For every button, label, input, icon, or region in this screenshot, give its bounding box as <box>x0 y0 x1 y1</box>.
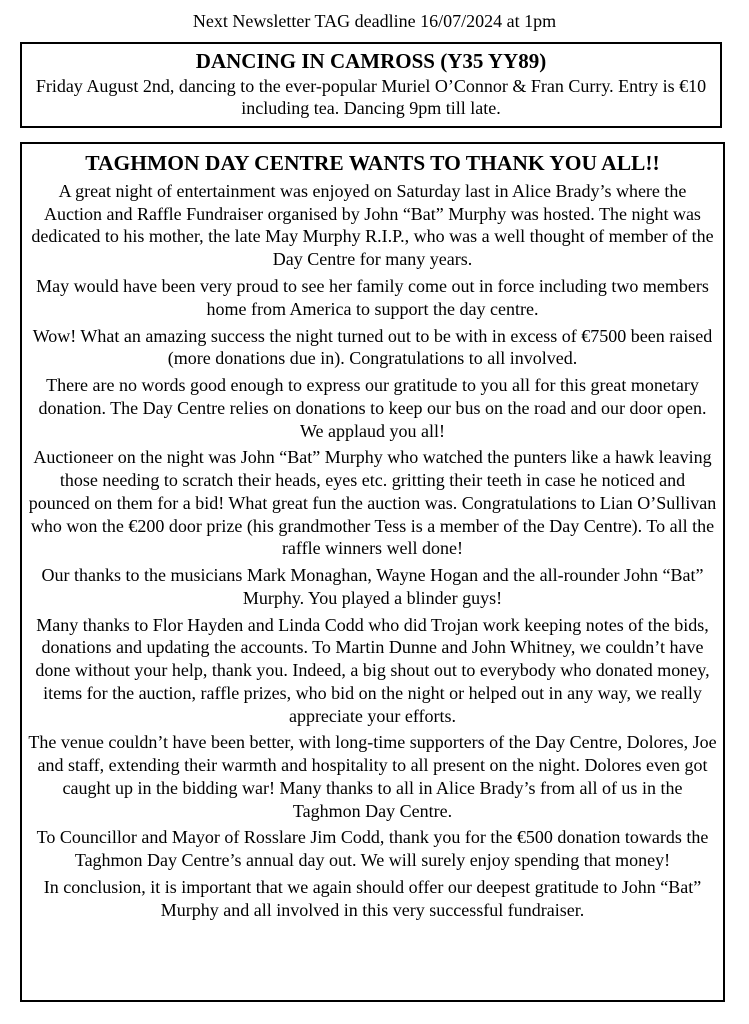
dancing-notice-title: DANCING IN CAMROSS (Y35 YY89) <box>195 49 547 73</box>
thank-you-paragraph: May would have been very proud to see her family come out in force including two members home from America to support the day centre. <box>36 276 709 319</box>
thank-you-paragraph: Auctioneer on the night was John “Bat” Murphy who watched the punters like a hawk leaving those needing to scratch their heads, eyes etc. gritting their teeth in case he noticed and pounced on them for a bid! What great fun the auction was. Congratulations to Lian O’Sullivan who won the €200 door prize (his grandmother Tess is a member of the Day Centre). To all the raffle winners well done! <box>28 447 717 559</box>
thank-you-paragraph: There are no words good enough to express our gratitude to you all for this great monetary donation. The Day Centre relies on donations to keep our bus on the road and our door open. We applaud you all! <box>38 375 707 441</box>
thank-you-paragraph: A great night of entertainment was enjoyed on Saturday last in Alice Brady’s where the Auction and Raffle Fundraiser organised by John “Bat” Murphy was hosted. The night was dedicated to his mother, the late May Murphy R.I.P., who was a well thought of member of the Day Centre for many years. <box>31 181 714 270</box>
thank-you-paragraph: The venue couldn’t have been better, with long-time supporters of the Day Centre, Dolores, Joe and staff, extending their warmth and hospitality to all present on the night. Dolores even got caught up in the bidding war! Many thanks to all in Alice Brady’s from all of us in the Taghmon Day Centre. <box>28 732 717 821</box>
thank-you-paragraph: To Councillor and Mayor of Rosslare Jim Codd, thank you for the €500 donation towards the Taghmon Day Centre’s annual day out. We will surely enjoy spending that money! <box>36 827 709 871</box>
thank-you-paragraph: In conclusion, it is important that we again should offer our deepest gratitude to John “Bat” Murphy and all involved in this very successful fundraiser. <box>43 877 702 920</box>
thank-you-notice-box <box>20 142 725 1002</box>
thank-you-paragraph: Our thanks to the musicians Mark Monaghan, Wayne Hogan and the all-rounder John “Bat” Murphy. You played a blinder guys! <box>41 565 704 608</box>
dancing-notice-box <box>20 42 722 128</box>
newsletter-deadline: Next Newsletter TAG deadline 16/07/2024 at 1pm <box>192 11 557 31</box>
thank-you-paragraph: Many thanks to Flor Hayden and Linda Codd who did Trojan work keeping notes of the bids, donations and updating the accounts. To Martin Dunne and John Whitney, we couldn’t have done without your help, thank you. Indeed, a big shout out to everybody who donated money, items for the auction, raffle prizes, who bid on the night or helped out in any way, we really appreciate your efforts. <box>35 614 710 726</box>
thank-you-notice-title: TAGHMON DAY CENTRE WANTS TO THANK YOU ALL!! <box>85 151 660 175</box>
thank-you-paragraph: Wow! What an amazing success the night turned out to be with in excess of €7500 been raised (more donations due in). Congratulations to all involved. <box>32 325 713 369</box>
dancing-notice-body: Friday August 2nd, dancing to the ever-popular Muriel O’Connor & Fran Curry. Entry is €10 including tea. Dancing 9pm till late. <box>35 76 707 118</box>
